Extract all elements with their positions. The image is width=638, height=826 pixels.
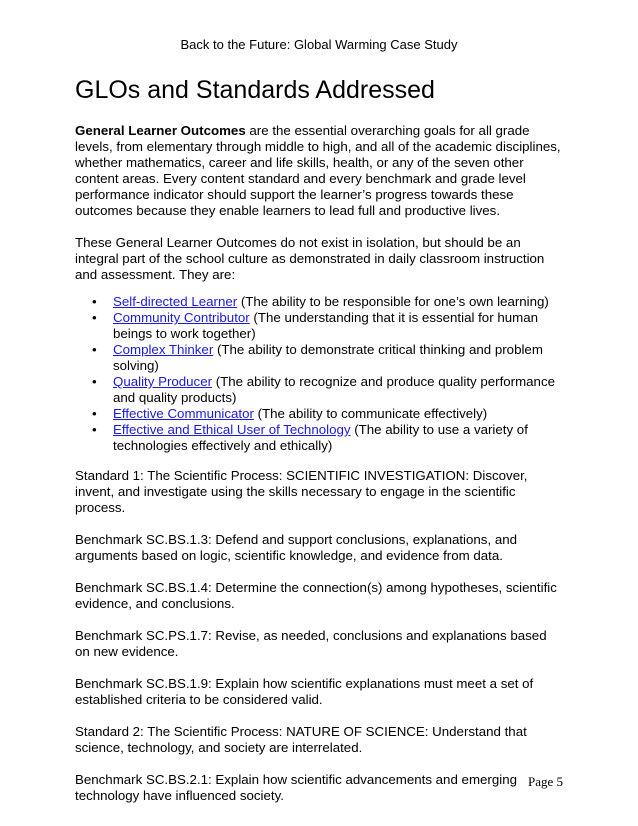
glo-description: (The ability to be responsible for one’s own learning) (237, 294, 549, 309)
benchmark-paragraph: Benchmark SC.BS.2.1: Explain how scientific advancements and emerging technology have influenced society. (75, 772, 517, 803)
benchmark-paragraph: Benchmark SC.BS.1.3: Defend and support conclusions, explanations, and arguments based on logic, scientific knowledge, and evidence from data. (75, 532, 518, 563)
list-item (92, 422, 565, 454)
glo-description: (The ability to communicate effectively) (253, 406, 488, 421)
glo-link[interactable]: Quality Producer (113, 374, 213, 389)
list-item (92, 374, 565, 406)
benchmark-paragraph: Benchmark SC.PS.1.7: Revise, as needed, conclusions and explanations based on new evidence. (75, 628, 547, 659)
list-item (92, 294, 565, 310)
document-body (75, 123, 565, 820)
glo-link[interactable]: Community Contributor (113, 310, 250, 325)
page-number: Page 5 (527, 774, 563, 789)
page-title: GLOs and Standards Addressed (75, 76, 435, 104)
standard-paragraph: Standard 1: The Scientific Process: SCIENTIFIC INVESTIGATION: Discover, invent, and investigate using the skills necessary to engage in the scientific process. (75, 468, 528, 515)
benchmark-paragraph: Benchmark SC.BS.1.9: Explain how scientific explanations must meet a set of established criteria to be considered valid. (75, 676, 534, 707)
running-header: Back to the Future: Global Warming Case Study (180, 37, 458, 52)
bullet-icon: • (92, 310, 97, 325)
list-item (92, 406, 565, 422)
intro-paragraph (75, 123, 565, 219)
glo-link[interactable]: Effective and Ethical User of Technology (113, 422, 351, 437)
bullet-icon: • (92, 374, 97, 389)
bullet-icon: • (92, 294, 97, 309)
bullet-icon: • (92, 422, 97, 437)
glo-description: (The ability to demonstrate critical thinking and problem solving) (113, 342, 543, 373)
glo-list (75, 294, 565, 454)
list-item (92, 342, 565, 374)
bullet-icon: • (92, 406, 97, 421)
context-paragraph: These General Learner Outcomes do not exist in isolation, but should be an integral part of the school culture as demonstrated in daily classroom instruction and assessment. They are: (75, 235, 545, 282)
glo-link[interactable]: Self-directed Learner (113, 294, 238, 309)
glo-link[interactable]: Effective Communicator (113, 406, 254, 421)
intro-bold-lead: General Learner Outcomes (75, 123, 246, 138)
glo-description: (The ability to use a variety of technologies effectively and ethically) (113, 422, 528, 453)
glo-link[interactable]: Complex Thinker (113, 342, 214, 357)
glo-description: (The understanding that it is essential for human beings to work together) (113, 310, 538, 341)
glo-description: (The ability to recognize and produce quality performance and quality products) (113, 374, 556, 405)
list-item (92, 310, 565, 342)
standard-paragraph: Standard 2: The Scientific Process: NATURE OF SCIENCE: Understand that science, technology, and society are interrelated. (75, 724, 527, 755)
intro-text: are the essential overarching goals for all grade levels, from elementary through middle to high, and all of the academic disciplines, whether mathematics, career and life skills, health, or any of the seven other content areas. Every content standard and every benchmark and grade level performance indicator should support the learner’s progress towards these outcomes because they enable learners to lead full and productive lives. (75, 123, 561, 218)
benchmark-paragraph: Benchmark SC.BS.1.4: Determine the connection(s) among hypotheses, scientific evidence, and conclusions. (75, 580, 557, 611)
bullet-icon: • (92, 342, 97, 357)
